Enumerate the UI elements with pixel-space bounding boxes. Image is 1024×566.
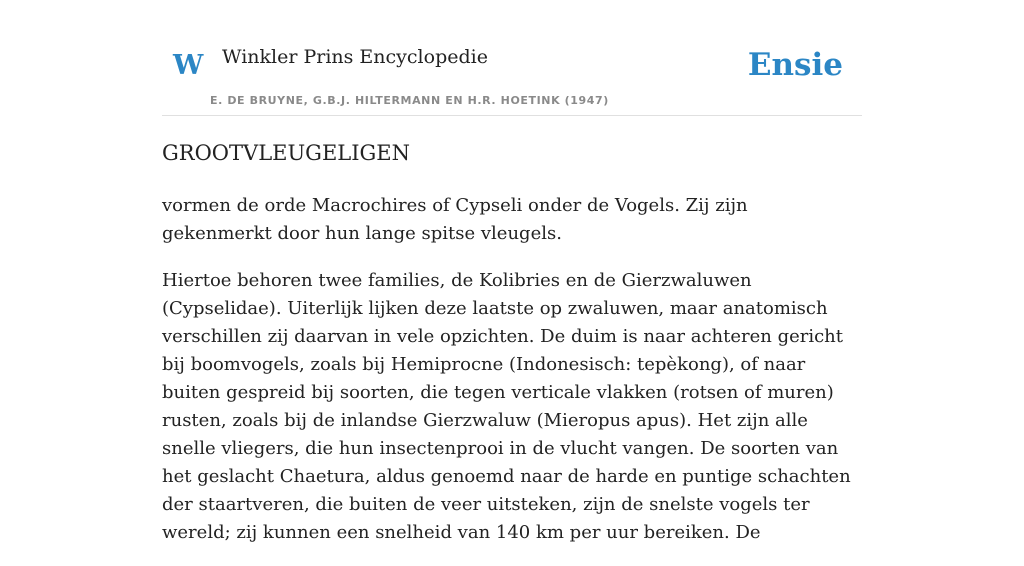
header-divider xyxy=(162,115,862,116)
article-body xyxy=(162,192,862,566)
article-paragraph: vormen de orde Macrochires of Cypseli onder de Vogels. Zij zijn gekenmerkt door hun lange spitse vleugels. xyxy=(162,195,748,244)
source-authors: E. DE BRUYNE, G.B.J. HILTERMANN EN H.R. HOETINK (1947) xyxy=(210,94,609,107)
ensie-logo[interactable]: Ensie xyxy=(747,47,843,83)
source-title[interactable]: Winkler Prins Encyclopedie xyxy=(222,46,488,68)
article-paragraph: Hiertoe behoren twee families, de Kolibries en de Gierzwaluwen (Cypselidae). Uiterlijk lijken deze laatste op zwaluwen, maar anatomisch verschillen zij daarvan in vele opzichten. De duim is naar achteren gericht bij boomvogels, zoals bij Hemiprocne (Indonesisch: tepèkong), of naar buiten gespreid bij soorten, die tegen verticale vlakken (rotsen of muren) rusten, zoals bij de inlandse Gierzwaluw (Mieropus apus). Het zijn alle snelle vliegers, die hun insectenprooi in de vlucht vangen. De soorten van het geslacht Chaetura, aldus genoemd naar de harde en puntige schachten der staartveren, die buiten de veer uitsteken, zijn de snelste vogels ter wereld; zij kunnen een snelheid van 140 km per uur bereiken. De xyxy=(162,270,851,543)
article-title: GROOTVLEUGELIGEN xyxy=(162,141,410,165)
winkler-prins-logo[interactable]: W xyxy=(173,50,204,81)
